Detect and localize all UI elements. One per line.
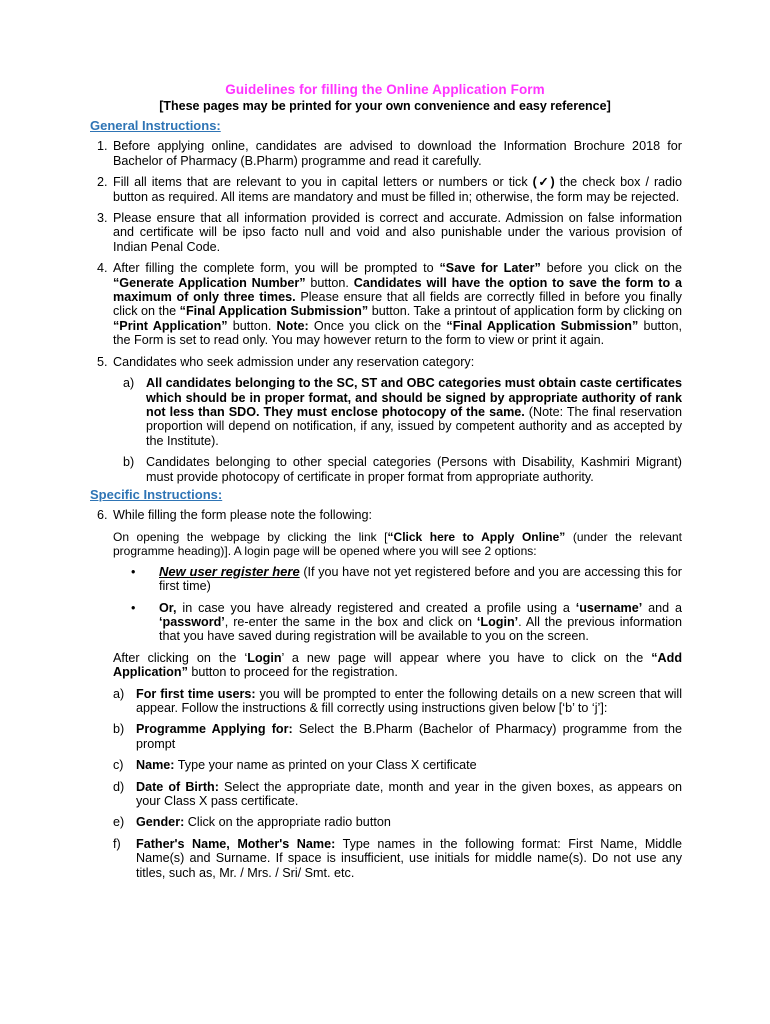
on-opening-paragraph: On opening the webpage by clicking the link [“Click here to Apply Online” (under the relevant programme heading)]. A login page will be opened where you will see 2 options: — [113, 529, 683, 558]
bullet-new-user — [113, 565, 682, 594]
item-text: Name: Type your name as printed on your Class X certificate — [136, 758, 477, 773]
item-number: 6. — [97, 508, 108, 523]
reservation-item-b — [113, 455, 682, 484]
item-text: Gender: Click on the appropriate radio button — [136, 815, 391, 830]
item-text: Before applying online, candidates are advised to download the Information Brochure 2018 for Bachelor of Pharmacy (B.Pharm) programme and read it carefully. — [113, 139, 682, 168]
new-user-register-link[interactable]: New user register here — [159, 563, 300, 579]
bullet-text: Or, in case you have already registered and created a profile using a ‘username’ and a ‘password’, re-enter the same in the box and click on ‘Login’. All the previous information that you have saved during registration will be available to you on the screen. — [159, 600, 683, 644]
item-label: f) — [113, 836, 121, 851]
instruction-item-1 — [90, 139, 682, 168]
item-number: 1. — [97, 139, 108, 154]
item-text: While filling the form please note the following: — [113, 508, 373, 523]
tick-mark: (✓) — [532, 175, 555, 190]
bullet-icon: • — [131, 564, 136, 579]
item-text: After filling the complete form, you will be prompted to “Save for Later” before you click on the “Generate Application Number” button. Candidates will have the option to save the form to a maximum of only three times. Please ensure that all fields are correctly filled in before you finally click on the “Final Application Submission” button. Take a printout of application form by clicking on “Print Application” button. Note: Once you click on the “Final Application Submission” button, the Form is set to read only. You may however return to the form to view or print it again. — [113, 261, 683, 348]
item-label: e) — [113, 815, 125, 830]
bullet-existing-user — [113, 601, 682, 644]
item-number: 4. — [97, 261, 108, 276]
item-label: a) — [113, 686, 125, 701]
specific-instructions-heading: Specific Instructions: — [90, 486, 223, 502]
instruction-item-4 — [90, 261, 682, 347]
after-login-paragraph: After clicking on the ‘Login’ a new page will appear where you have to click on the “Add Application” button to proceed for the registration. — [113, 650, 683, 680]
page-title: Guidelines for filling the Online Application Form — [225, 82, 545, 97]
item-label: d) — [113, 779, 125, 794]
item-text: Fill all items that are relevant to you in capital letters or numbers or tick (✓) the check box / radio button as required. All items are mandatory and must be filled in; otherwise, the form may be rejected. — [113, 175, 682, 204]
item-text: Father's Name, Mother's Name: Type names in the following format: First Name, Middle Name(s) and Surname. If space is insufficient, use initials for middle name(s). Do not use any titles, such as, Mr. / Mrs. / Sri/ Smt. etc. — [136, 836, 682, 880]
instructions-body — [90, 119, 682, 887]
item-text: Programme Applying for: Select the B.Pharm (Bachelor of Pharmacy) programme from the prompt — [136, 722, 682, 751]
item-text: Candidates belonging to other special categories (Persons with Disability, Kashmiri Migrant) must provide photocopy of certificate in proper format from appropriate authority. — [146, 455, 682, 484]
bullet-icon: • — [131, 600, 136, 615]
item-number: 2. — [97, 175, 108, 190]
item-label: b) — [123, 455, 135, 470]
apply-online-link-text: “Click here to Apply Online” — [387, 529, 566, 544]
item-number: 3. — [97, 211, 108, 226]
item-text: Please ensure that all information provided is correct and accurate. Admission on false information and certificate will be ipso facto null and void and also punishable under the various provision of Indian Penal Code. — [113, 211, 682, 254]
instruction-item-3 — [90, 211, 682, 254]
general-instructions-heading: General Instructions: — [90, 118, 221, 133]
field-item-b — [113, 722, 682, 751]
item-text: Candidates who seek admission under any reservation category: — [113, 354, 475, 369]
bullet-text: New user register here (If you have not yet registered before and you are accessing this for first time) — [159, 563, 682, 594]
field-item-a — [113, 687, 682, 716]
field-item-d — [113, 780, 682, 809]
item-text: Date of Birth: Select the appropriate date, month and year in the given boxes, as appears on your Class X pass certificate. — [136, 779, 682, 809]
instruction-item-5 — [90, 355, 682, 369]
instruction-item-2 — [90, 175, 682, 204]
field-item-c — [113, 758, 682, 772]
page-subtitle: [These pages may be printed for your own convenience and easy reference] — [159, 99, 611, 113]
reservation-item-a — [113, 376, 682, 448]
item-text: All candidates belonging to the SC, ST and OBC categories must obtain caste certificates which should be in proper format, and should be signed by appropriate authority of rank not less than SDO. They must enclose photocopy of the same. (Note: The final reservation proportion will depend on notification, if any, issued by competent authority and as accepted by the Institute). — [146, 376, 682, 448]
item-label: c) — [113, 758, 124, 773]
field-item-f — [113, 837, 682, 880]
item-text: For first time users: you will be prompted to enter the following details on a new screen that will appear. Follow the instructions & fill correctly using instructions given below [‘b’ to ‘j’]: — [136, 686, 682, 715]
instruction-item-6 — [90, 508, 682, 522]
field-item-e — [113, 815, 682, 829]
item-label: a) — [123, 376, 135, 391]
item-number: 5. — [97, 354, 108, 369]
item-label: b) — [113, 722, 125, 737]
